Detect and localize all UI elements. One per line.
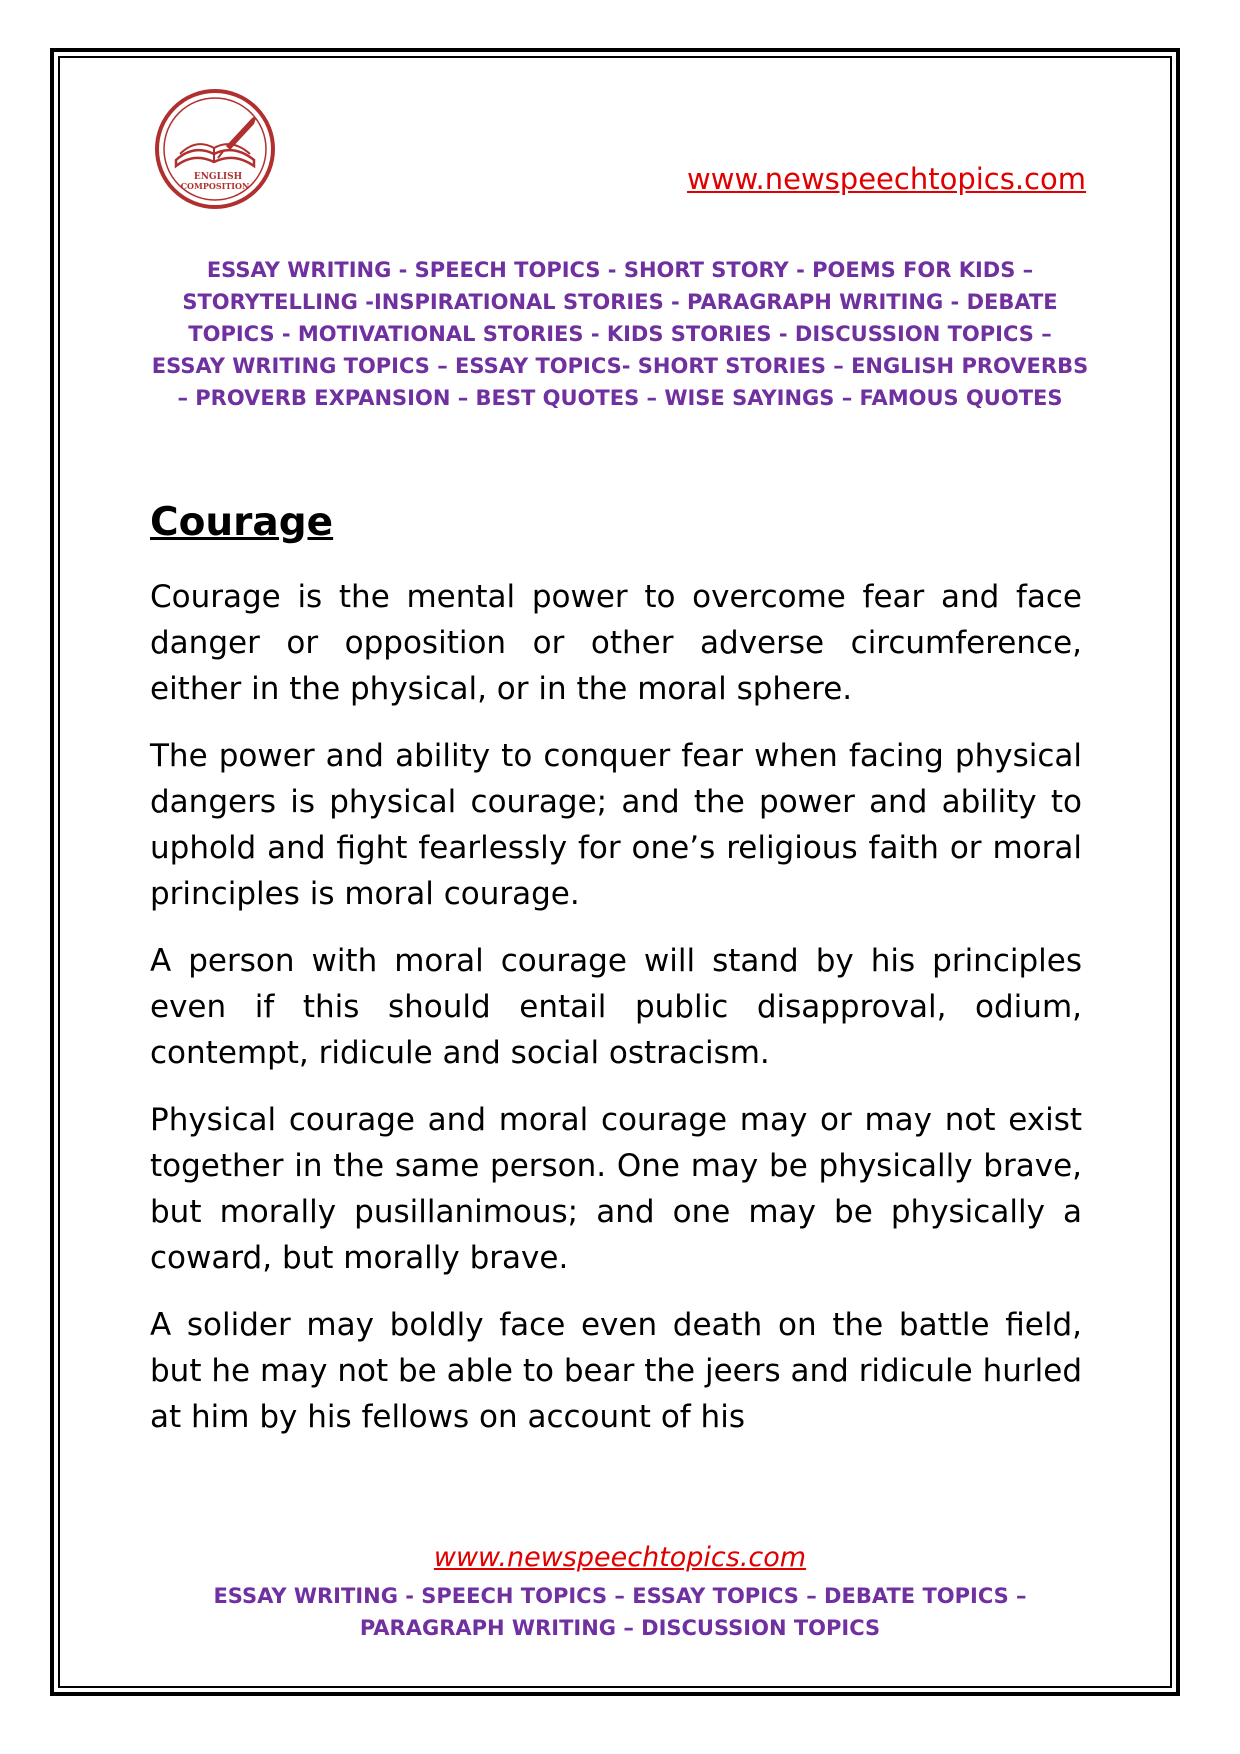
header-site-link[interactable]: www.newspeechtopics.com <box>687 162 1086 196</box>
footer-site-link[interactable]: www.newspeechtopics.com <box>433 1542 807 1573</box>
article-paragraph: Physical courage and moral courage may or may not exist together in the same person. One may be physically brave, but morally pusillanimous; and one may be physically a coward, but morally brave. <box>150 1102 1082 1276</box>
logo-text-english: ENGLISH <box>193 172 243 182</box>
article-paragraph: A person with moral courage will stand by his principles even if this should entail public disapproval, odium, contempt, ridicule and social ostracism. <box>150 943 1082 1071</box>
header-topics-list: ESSAY WRITING - SPEECH TOPICS - SHORT STORY - POEMS FOR KIDS – STORYTELLING -INSPIRATIONAL STORIES - PARAGRAPH WRITING - DEBATE TOPICS - MOTIVATIONAL STORIES - KIDS STORIES - DISCUSSION TOPICS – ESSAY WRITING TOPICS – ESSAY TOPICS- SHORT STORIES – ENGLISH PROVERBS – PROVERB EXPANSION – BEST QUOTES – WISE SAYINGS – FAMOUS QUOTES <box>151 258 1089 410</box>
article-body <box>150 574 1082 1461</box>
footer-topics-list: ESSAY WRITING - SPEECH TOPICS – ESSAY TOPICS – DEBATE TOPICS – PARAGRAPH WRITING – DISCUSSION TOPICS <box>213 1584 1027 1640</box>
article-title: Courage <box>150 500 334 545</box>
article-paragraph: A solider may boldly face even death on the battle field, but he may not be able to bear the jeers and ridicule hurled at him by his fellows on account of his <box>150 1307 1082 1435</box>
article-paragraph: The power and ability to conquer fear when facing physical dangers is physical courage; and the power and ability to uphold and fight fearlessly for one’s religious faith or moral principles is moral courage. <box>150 738 1082 912</box>
english-composition-logo <box>154 88 276 210</box>
article-paragraph: Courage is the mental power to overcome fear and face danger or opposition or other adverse circumference, either in the physical, or in the moral sphere. <box>150 579 1082 707</box>
logo-text-composition: COMPOSITION <box>180 181 250 191</box>
